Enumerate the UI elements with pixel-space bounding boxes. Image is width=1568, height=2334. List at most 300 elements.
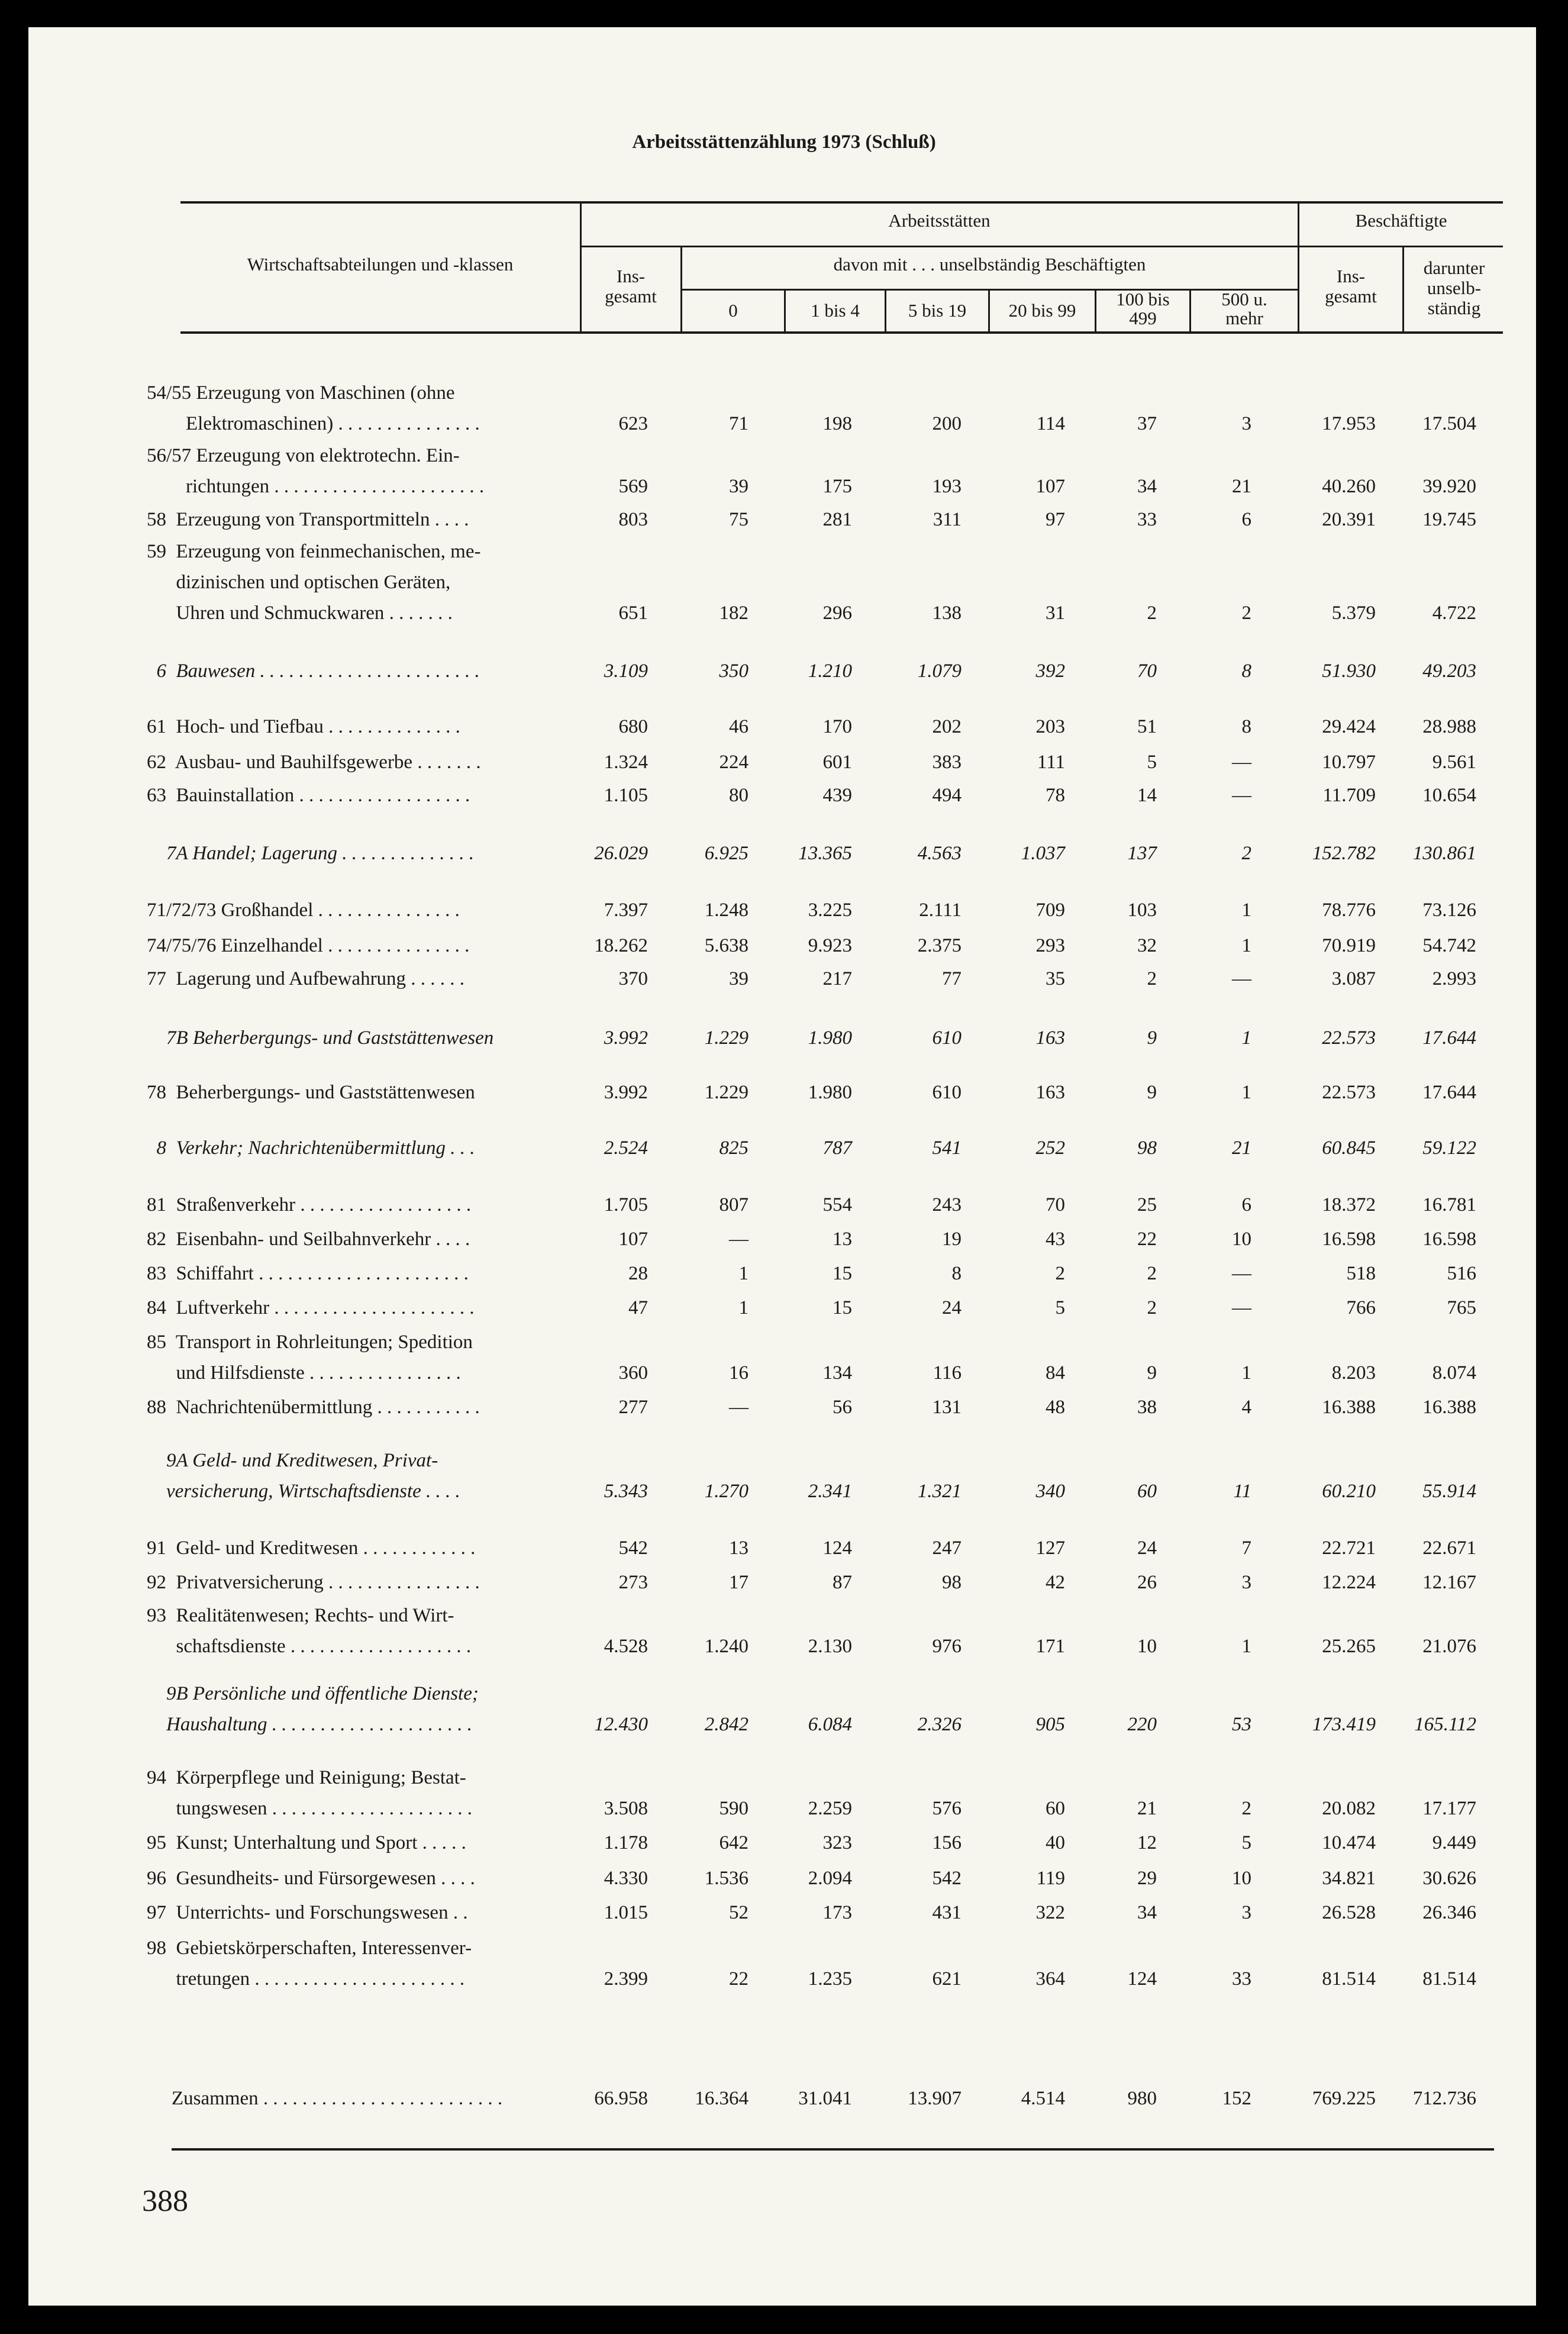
table-cell: 34.821 bbox=[1322, 1868, 1376, 1889]
table-cell: 114 bbox=[1036, 413, 1065, 434]
table-cell: 173 bbox=[822, 1902, 852, 1923]
table-cell: 12.224 bbox=[1322, 1572, 1376, 1593]
table-cell: 54.742 bbox=[1422, 935, 1476, 956]
table-cell: 9 bbox=[1147, 1082, 1157, 1103]
table-cell: 51 bbox=[1137, 716, 1157, 737]
table-cell: 16.598 bbox=[1422, 1229, 1476, 1250]
table-cell: 7 bbox=[1241, 1537, 1251, 1559]
header-col-divider bbox=[1095, 289, 1096, 333]
table-cell: 28.988 bbox=[1422, 716, 1476, 737]
header-darunter: darunter unselb- ständig bbox=[1423, 257, 1485, 318]
table-cell: 55.914 bbox=[1422, 1481, 1476, 1502]
header-sub-rule-1 bbox=[580, 246, 1503, 247]
table-cell: 13 bbox=[833, 1229, 852, 1250]
table-cell: 13.365 bbox=[798, 843, 852, 864]
table-cell: 8.203 bbox=[1331, 1362, 1376, 1384]
table-cell: 516 bbox=[1447, 1263, 1476, 1284]
table-cell: 152 bbox=[1222, 2088, 1251, 2109]
table-cell: 5 bbox=[1241, 1832, 1251, 1853]
table-cell: 769.225 bbox=[1312, 2088, 1376, 2109]
table-cell: 3.992 bbox=[604, 1082, 648, 1103]
table-cell: 2.094 bbox=[808, 1868, 852, 1889]
row-label: 88 Nachrichtenübermittlung . . . . . . . . . . . bbox=[147, 1397, 480, 1418]
row-label: 81 Straßenverkehr . . . . . . . . . . . . . . . . . . bbox=[147, 1194, 472, 1216]
table-cell: 116 bbox=[933, 1362, 962, 1384]
row-label: 56/57 Erzeugung von elektrotechn. Ein- richtungen . . . . . . . . . . . . . . . . . . . . . . bbox=[147, 445, 485, 497]
header-col-divider bbox=[1402, 246, 1404, 333]
row-label: 98 Gebietskörperschaften, Interessenver- tretungen . . . . . . . . . . . . . . . . . . . . . . bbox=[147, 1938, 472, 1990]
table-cell: 1.037 bbox=[1021, 843, 1065, 864]
header-insgesamt-a: Ins- gesamt bbox=[605, 266, 657, 307]
table-cell: 156 bbox=[932, 1832, 962, 1853]
table-cell: 33 bbox=[1137, 509, 1157, 530]
table-cell: 81.514 bbox=[1322, 1968, 1376, 1990]
table-cell: 26.346 bbox=[1422, 1902, 1476, 1923]
table-cell: 59.122 bbox=[1422, 1137, 1476, 1159]
table-cell: 20.082 bbox=[1322, 1798, 1376, 1819]
table-cell: 576 bbox=[932, 1798, 962, 1819]
table-cell: 39.920 bbox=[1422, 476, 1476, 497]
table-cell: 22 bbox=[729, 1968, 748, 1990]
table-cell: 32 bbox=[1137, 935, 1157, 956]
page-number: 388 bbox=[142, 2184, 188, 2218]
table-cell: 4.514 bbox=[1021, 2088, 1065, 2109]
table-cell: 3 bbox=[1241, 1572, 1251, 1593]
table-cell: 6 bbox=[1241, 1194, 1251, 1216]
table-cell: 175 bbox=[822, 476, 852, 497]
table-cell: 19.745 bbox=[1422, 509, 1476, 530]
table-cell: 2.375 bbox=[917, 935, 962, 956]
header-col-divider bbox=[1298, 201, 1299, 333]
table-cell: 765 bbox=[1447, 1297, 1476, 1318]
table-cell: 17.177 bbox=[1422, 1798, 1476, 1819]
table-cell: 3.508 bbox=[604, 1798, 648, 1819]
row-label: 58 Erzeugung von Transportmitteln . . . . bbox=[147, 509, 469, 530]
table-cell: 569 bbox=[618, 476, 648, 497]
table-cell: 60 bbox=[1137, 1481, 1157, 1502]
table-cell: 26 bbox=[1137, 1572, 1157, 1593]
table-cell: 9 bbox=[1147, 1027, 1157, 1049]
table-cell: 14 bbox=[1137, 785, 1157, 806]
table-cell: 7.397 bbox=[604, 900, 648, 921]
table-cell: 3.109 bbox=[604, 660, 648, 682]
table-cell: 1.980 bbox=[808, 1027, 852, 1049]
table-cell: 2.524 bbox=[604, 1137, 648, 1159]
table-cell: 21 bbox=[1232, 1137, 1251, 1159]
table-cell: 203 bbox=[1035, 716, 1065, 737]
page-title: Arbeitsstättenzählung 1973 (Schluß) bbox=[632, 131, 936, 153]
table-cell: 107 bbox=[618, 1229, 648, 1250]
table-cell: 70 bbox=[1137, 660, 1157, 682]
table-cell: 2 bbox=[1241, 602, 1251, 624]
table-cell: 22 bbox=[1137, 1229, 1157, 1250]
table-cell: 296 bbox=[822, 602, 852, 624]
header-sector: Wirtschaftsabteilungen und -klassen bbox=[247, 254, 514, 275]
table-cell: 24 bbox=[942, 1297, 962, 1318]
table-cell: 16.388 bbox=[1422, 1397, 1476, 1418]
table-cell: 8 bbox=[1241, 716, 1251, 737]
table-cell: 33 bbox=[1232, 1968, 1251, 1990]
table-cell: 22.573 bbox=[1322, 1082, 1376, 1103]
table-cell: 5 bbox=[1055, 1297, 1065, 1318]
table-cell: 26.029 bbox=[594, 843, 648, 864]
table-cell: 905 bbox=[1035, 1714, 1065, 1735]
table-cell: 2.259 bbox=[808, 1798, 852, 1819]
table-cell: 825 bbox=[719, 1137, 748, 1159]
header-arbeitsstaetten: Arbeitsstätten bbox=[888, 210, 991, 231]
row-label: Zusammen . . . . . . . . . . . . . . . . . . . . . . . . . bbox=[172, 2088, 503, 2109]
row-label: 71/72/73 Großhandel . . . . . . . . . . . . . . . bbox=[147, 900, 460, 921]
row-label: 9A Geld- und Kreditwesen, Privat- versicherung, Wirtschaftsdienste . . . . bbox=[166, 1450, 460, 1502]
table-cell: 542 bbox=[618, 1537, 648, 1559]
header-col-divider bbox=[1189, 289, 1191, 333]
table-cell: 6.925 bbox=[704, 843, 748, 864]
table-cell: 30.626 bbox=[1422, 1868, 1476, 1889]
table-cell: 1.324 bbox=[604, 752, 648, 773]
table-cell: 247 bbox=[932, 1537, 962, 1559]
table-cell: 11.709 bbox=[1322, 785, 1376, 806]
row-label: 8 Verkehr; Nachrichtenübermittlung . . . bbox=[147, 1137, 475, 1159]
table-cell: 73.126 bbox=[1422, 900, 1476, 921]
table-cell: 2.842 bbox=[704, 1714, 748, 1735]
table-cell: 127 bbox=[1035, 1537, 1065, 1559]
row-label: 77 Lagerung und Aufbewahrung . . . . . . bbox=[147, 968, 465, 989]
table-cell: 78.776 bbox=[1322, 900, 1376, 921]
table-cell: 60 bbox=[1046, 1798, 1065, 1819]
header-col-500-mehr: 500 u. mehr bbox=[1221, 289, 1267, 328]
table-cell: 1 bbox=[1241, 1082, 1251, 1103]
table-cell: 17.953 bbox=[1322, 413, 1376, 434]
table-cell: 170 bbox=[822, 716, 852, 737]
row-label: 95 Kunst; Unterhaltung und Sport . . . . . bbox=[147, 1832, 466, 1853]
row-label: 54/55 Erzeugung von Maschinen (ohne Elektromaschinen) . . . . . . . . . . . . . . . bbox=[147, 382, 480, 434]
header-col-1-4: 1 bis 4 bbox=[811, 300, 860, 321]
table-cell: — bbox=[1232, 785, 1251, 806]
table-cell: 18.372 bbox=[1322, 1194, 1376, 1216]
table-cell: — bbox=[1232, 752, 1251, 773]
table-cell: 518 bbox=[1346, 1263, 1376, 1284]
table-cell: 40.260 bbox=[1322, 476, 1376, 497]
table-cell: 200 bbox=[932, 413, 962, 434]
table-cell: 16.364 bbox=[695, 2088, 748, 2109]
table-cell: 273 bbox=[618, 1572, 648, 1593]
table-cell: 46 bbox=[729, 716, 748, 737]
table-cell: 5.343 bbox=[604, 1481, 648, 1502]
table-cell: 193 bbox=[932, 476, 962, 497]
table-cell: 383 bbox=[932, 752, 962, 773]
header-bottom-rule bbox=[180, 331, 1503, 334]
table-cell: 12.167 bbox=[1422, 1572, 1476, 1593]
table-cell: 21 bbox=[1232, 476, 1251, 497]
table-cell: 350 bbox=[719, 660, 748, 682]
table-cell: 12 bbox=[1137, 1832, 1157, 1853]
table-cell: 119 bbox=[1036, 1868, 1065, 1889]
table-cell: 9.449 bbox=[1432, 1832, 1476, 1853]
table-cell: 542 bbox=[932, 1868, 962, 1889]
table-cell: 124 bbox=[1127, 1968, 1157, 1990]
table-cell: 52 bbox=[729, 1902, 748, 1923]
header-col-divider bbox=[988, 289, 990, 333]
table-cell: 3.087 bbox=[1331, 968, 1376, 989]
table-cell: 10 bbox=[1232, 1868, 1251, 1889]
table-cell: 138 bbox=[932, 602, 962, 624]
table-cell: 1 bbox=[1241, 1362, 1251, 1384]
table-cell: 766 bbox=[1346, 1297, 1376, 1318]
table-cell: 4.330 bbox=[604, 1868, 648, 1889]
table-cell: 1 bbox=[738, 1263, 748, 1284]
table-cell: 1.980 bbox=[808, 1082, 852, 1103]
table-cell: 8 bbox=[951, 1263, 962, 1284]
table-cell: 1 bbox=[1241, 1636, 1251, 1657]
table-cell: 2 bbox=[1147, 968, 1157, 989]
table-cell: 340 bbox=[1035, 1481, 1065, 1502]
table-cell: 131 bbox=[932, 1397, 962, 1418]
table-cell: 1 bbox=[1241, 1027, 1251, 1049]
table-cell: 111 bbox=[1037, 752, 1065, 773]
row-label: 9B Persönliche und öffentliche Dienste; Haushaltung . . . . . . . . . . . . . . . . . . . . . bbox=[166, 1683, 479, 1735]
table-cell: 56 bbox=[833, 1397, 852, 1418]
table-cell: 1.321 bbox=[917, 1481, 962, 1502]
table-cell: 47 bbox=[628, 1297, 648, 1318]
table-cell: 610 bbox=[932, 1082, 962, 1103]
table-cell: 70 bbox=[1046, 1194, 1065, 1216]
table-cell: 709 bbox=[1035, 900, 1065, 921]
table-cell: 1.079 bbox=[917, 660, 962, 682]
table-cell: 651 bbox=[618, 602, 648, 624]
table-cell: 10.797 bbox=[1322, 752, 1376, 773]
row-label: 94 Körperpflege und Reinigung; Bestat- tungswesen . . . . . . . . . . . . . . . . . . . . . bbox=[147, 1767, 472, 1819]
table-cell: 17 bbox=[729, 1572, 748, 1593]
table-cell: 13.907 bbox=[908, 2088, 962, 2109]
table-cell: 2.111 bbox=[919, 900, 962, 921]
table-cell: 71 bbox=[729, 413, 748, 434]
table-cell: 25 bbox=[1137, 1194, 1157, 1216]
table-cell: 182 bbox=[719, 602, 748, 624]
table-cell: 16.781 bbox=[1422, 1194, 1476, 1216]
table-cell: 37 bbox=[1137, 413, 1157, 434]
table-cell: 202 bbox=[932, 716, 962, 737]
table-cell: 28 bbox=[628, 1263, 648, 1284]
table-cell: 277 bbox=[618, 1397, 648, 1418]
table-cell: 623 bbox=[618, 413, 648, 434]
table-cell: 70.919 bbox=[1322, 935, 1376, 956]
table-cell: 322 bbox=[1035, 1902, 1065, 1923]
table-cell: 12.430 bbox=[594, 1714, 648, 1735]
table-cell: 8 bbox=[1241, 660, 1251, 682]
table-cell: 2 bbox=[1147, 1263, 1157, 1284]
table-cell: 39 bbox=[729, 968, 748, 989]
table-cell: 9.923 bbox=[808, 935, 852, 956]
table-cell: 10 bbox=[1232, 1229, 1251, 1250]
table-cell: 1.210 bbox=[808, 660, 852, 682]
table-cell: 803 bbox=[618, 509, 648, 530]
table-cell: 590 bbox=[719, 1798, 748, 1819]
header-col-20-99: 20 bis 99 bbox=[1008, 300, 1076, 321]
table-cell: 10 bbox=[1137, 1636, 1157, 1657]
table-cell: 22.573 bbox=[1322, 1027, 1376, 1049]
table-cell: 220 bbox=[1127, 1714, 1157, 1735]
table-cell: 5.379 bbox=[1331, 602, 1376, 624]
row-label: 7A Handel; Lagerung . . . . . . . . . . . . . . bbox=[147, 843, 475, 864]
table-cell: 1 bbox=[1241, 935, 1251, 956]
table-cell: 2 bbox=[1147, 1297, 1157, 1318]
table-cell: 601 bbox=[822, 752, 852, 773]
table-cell: 642 bbox=[719, 1832, 748, 1853]
table-cell: 60.210 bbox=[1322, 1481, 1376, 1502]
table-cell: 38 bbox=[1137, 1397, 1157, 1418]
table-cell: 224 bbox=[719, 752, 748, 773]
table-cell: 4.563 bbox=[917, 843, 962, 864]
row-label: 93 Realitätenwesen; Rechts- und Wirt- schaftsdienste . . . . . . . . . . . . . . . . . . . bbox=[147, 1605, 472, 1657]
row-label: 84 Luftverkehr . . . . . . . . . . . . . . . . . . . . . bbox=[147, 1297, 475, 1318]
table-cell: 2.130 bbox=[808, 1636, 852, 1657]
table-cell: 22.671 bbox=[1422, 1537, 1476, 1559]
table-cell: 370 bbox=[618, 968, 648, 989]
table-cell: 610 bbox=[932, 1027, 962, 1049]
table-cell: 163 bbox=[1035, 1082, 1065, 1103]
row-label: 83 Schiffahrt . . . . . . . . . . . . . . . . . . . . . . bbox=[147, 1263, 469, 1284]
table-cell: 494 bbox=[932, 785, 962, 806]
table-cell: 31 bbox=[1046, 602, 1065, 624]
header-col-100-499: 100 bis 499 bbox=[1116, 289, 1170, 328]
row-label: 7B Beherbergungs- und Gaststättenwesen bbox=[147, 1027, 494, 1049]
table-cell: 2.993 bbox=[1432, 968, 1476, 989]
table-cell: 3.225 bbox=[808, 900, 852, 921]
table-cell: 16 bbox=[729, 1362, 748, 1384]
table-cell: 18.262 bbox=[594, 935, 648, 956]
table-cell: 19 bbox=[942, 1229, 962, 1250]
table-cell: 97 bbox=[1046, 509, 1065, 530]
table-cell: 60.845 bbox=[1322, 1137, 1376, 1159]
table-cell: 29.424 bbox=[1322, 716, 1376, 737]
table-cell: 431 bbox=[932, 1902, 962, 1923]
row-label: 92 Privatversicherung . . . . . . . . . . . . . . . . bbox=[147, 1572, 480, 1593]
row-label: 62 Ausbau- und Bauhilfsgewerbe . . . . . . . bbox=[147, 752, 481, 773]
table-cell: 807 bbox=[719, 1194, 748, 1216]
table-cell: 1 bbox=[1241, 900, 1251, 921]
bottom-rule bbox=[172, 2148, 1494, 2151]
table-cell: 165.112 bbox=[1414, 1714, 1476, 1735]
table-cell: 217 bbox=[822, 968, 852, 989]
table-cell: 198 bbox=[822, 413, 852, 434]
table-cell: 40 bbox=[1046, 1832, 1065, 1853]
table-cell: 311 bbox=[933, 509, 962, 530]
table-cell: 360 bbox=[618, 1362, 648, 1384]
table-cell: 2.341 bbox=[808, 1481, 852, 1502]
table-cell: 134 bbox=[822, 1362, 852, 1384]
table-cell: 20.391 bbox=[1322, 509, 1376, 530]
header-col-divider bbox=[680, 246, 682, 333]
table-cell: 21.076 bbox=[1422, 1636, 1476, 1657]
table-cell: 8.074 bbox=[1432, 1362, 1476, 1384]
table-cell: 80 bbox=[729, 785, 748, 806]
table-cell: 107 bbox=[1035, 476, 1065, 497]
table-cell: 16.388 bbox=[1322, 1397, 1376, 1418]
table-cell: 9 bbox=[1147, 1362, 1157, 1384]
table-cell: 87 bbox=[833, 1572, 852, 1593]
table-cell: 42 bbox=[1046, 1572, 1065, 1593]
header-col-divider bbox=[784, 289, 786, 333]
table-cell: 1.270 bbox=[704, 1481, 748, 1502]
table-cell: 4.722 bbox=[1432, 602, 1476, 624]
table-cell: 1.229 bbox=[704, 1082, 748, 1103]
table-cell: 5.638 bbox=[704, 935, 748, 956]
table-cell: 2.399 bbox=[604, 1968, 648, 1990]
table-cell: — bbox=[729, 1397, 748, 1418]
table-cell: 976 bbox=[932, 1636, 962, 1657]
table-cell: 21 bbox=[1137, 1798, 1157, 1819]
table-cell: 13 bbox=[729, 1537, 748, 1559]
table-cell: 43 bbox=[1046, 1229, 1065, 1250]
table-cell: 163 bbox=[1035, 1027, 1065, 1049]
table-cell: 293 bbox=[1035, 935, 1065, 956]
table-cell: 1.235 bbox=[808, 1968, 852, 1990]
table-cell: 25.265 bbox=[1322, 1636, 1376, 1657]
row-label: 78 Beherbergungs- und Gaststättenwesen bbox=[147, 1082, 475, 1103]
table-cell: 6.084 bbox=[808, 1714, 852, 1735]
table-cell: 2 bbox=[1055, 1263, 1065, 1284]
table-cell: 103 bbox=[1127, 900, 1157, 921]
table-cell: 4.528 bbox=[604, 1636, 648, 1657]
header-beschaeftigte: Beschäftigte bbox=[1355, 210, 1447, 231]
table-cell: 541 bbox=[932, 1137, 962, 1159]
table-cell: 3 bbox=[1241, 1902, 1251, 1923]
table-cell: 1 bbox=[738, 1297, 748, 1318]
table-cell: 1.178 bbox=[604, 1832, 648, 1853]
table-cell: 1.105 bbox=[604, 785, 648, 806]
table-cell: 26.528 bbox=[1322, 1902, 1376, 1923]
table-cell: 17.644 bbox=[1422, 1082, 1476, 1103]
table-cell: 77 bbox=[942, 968, 962, 989]
table-cell: 31.041 bbox=[798, 2088, 852, 2109]
table-cell: 980 bbox=[1127, 2088, 1157, 2109]
table-cell: 66.958 bbox=[594, 2088, 648, 2109]
table-cell: 392 bbox=[1035, 660, 1065, 682]
table-cell: 1.536 bbox=[704, 1868, 748, 1889]
table-cell: 2.326 bbox=[917, 1714, 962, 1735]
table-cell: 24 bbox=[1137, 1537, 1157, 1559]
table-cell: 3.992 bbox=[604, 1027, 648, 1049]
table-cell: 439 bbox=[822, 785, 852, 806]
table-cell: 15 bbox=[833, 1263, 852, 1284]
row-label: 59 Erzeugung von feinmechanischen, me- dizinischen und optischen Geräten, Uhren und Schmuckwaren . . . . . . . bbox=[147, 541, 481, 624]
table-cell: 48 bbox=[1046, 1397, 1065, 1418]
table-cell: 84 bbox=[1046, 1362, 1065, 1384]
table-cell: 10.474 bbox=[1322, 1832, 1376, 1853]
row-label: 85 Transport in Rohrleitungen; Spedition und Hilfsdienste . . . . . . . . . . . . . . . . bbox=[147, 1332, 473, 1384]
table-cell: 17.504 bbox=[1422, 413, 1476, 434]
row-label: 63 Bauinstallation . . . . . . . . . . . . . . . . . . bbox=[147, 785, 470, 806]
header-insgesamt-b: Ins- gesamt bbox=[1325, 266, 1377, 307]
table-cell: 75 bbox=[729, 509, 748, 530]
table-cell: 6 bbox=[1241, 509, 1251, 530]
table-cell: 17.644 bbox=[1422, 1027, 1476, 1049]
table-cell: 98 bbox=[1137, 1137, 1157, 1159]
table-cell: 34 bbox=[1137, 1902, 1157, 1923]
row-label: 61 Hoch- und Tiefbau . . . . . . . . . . . . . . bbox=[147, 716, 460, 737]
table-cell: 787 bbox=[822, 1137, 852, 1159]
table-cell: — bbox=[1232, 968, 1251, 989]
row-label: 6 Bauwesen . . . . . . . . . . . . . . . . . . . . . . . bbox=[147, 660, 480, 682]
table-cell: 554 bbox=[822, 1194, 852, 1216]
table-cell: 680 bbox=[618, 716, 648, 737]
table-cell: 15 bbox=[833, 1297, 852, 1318]
header-col-0: 0 bbox=[728, 300, 738, 321]
table-cell: 621 bbox=[932, 1968, 962, 1990]
row-label: 91 Geld- und Kreditwesen . . . . . . . . . . . . bbox=[147, 1537, 476, 1559]
header-col-divider bbox=[580, 201, 582, 333]
row-label: 82 Eisenbahn- und Seilbahnverkehr . . . . bbox=[147, 1229, 470, 1250]
